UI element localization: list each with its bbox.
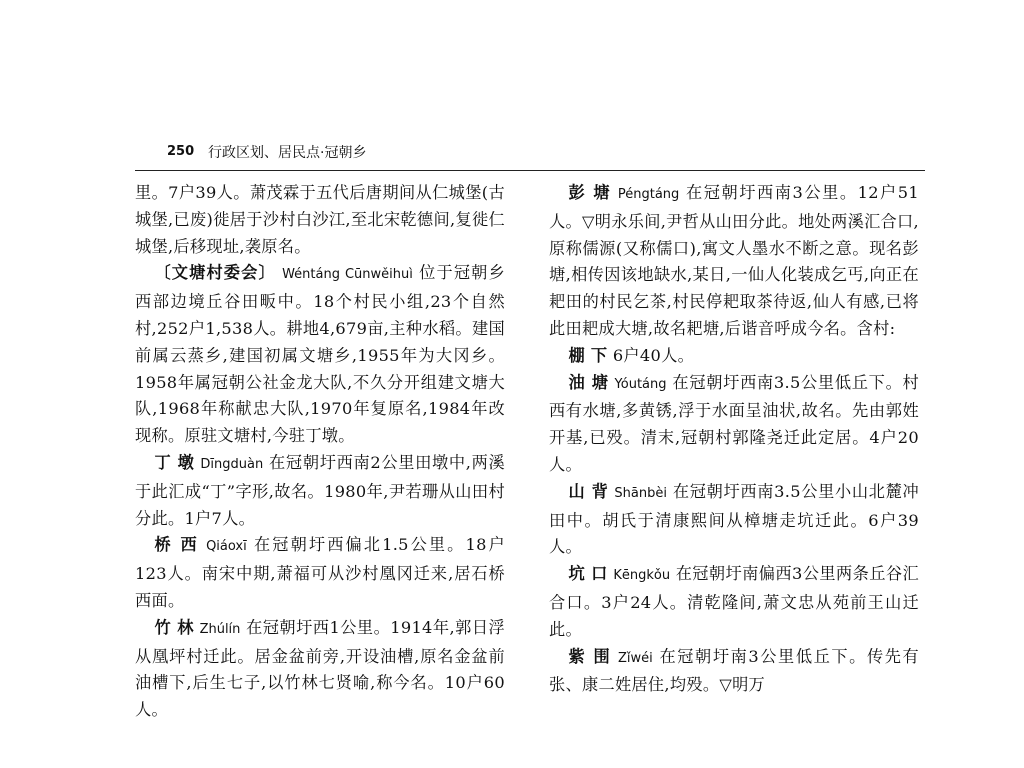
entry-headword: 丁 墩 <box>154 452 195 472</box>
entry-pinyin: Zǐwéi <box>617 650 653 666</box>
entry-pinyin: Shānbèi <box>614 485 667 501</box>
running-title: 行政区划、居民点·冠朝乡 <box>208 145 367 161</box>
entry-text: 在冠朝圩西1公里。1914年,郭日浮从凰坪村迁此。居金盆前旁,开设油槽,原名金盆前油槽下,后生七子,以竹林七贤喻,称今名。10户60人。 <box>135 617 505 720</box>
entry-text: 在冠朝圩南3公里低丘下。传先有张、康二姓居住,均殁。▽明万 <box>549 646 919 695</box>
entry-headword: 坑 口 <box>568 564 608 584</box>
entry-zhulin <box>135 615 505 724</box>
entry-text: 位于冠朝乡西部边境丘谷田畈中。18个村民小组,23个自然村,252户1,538人。耕地4,679亩,主种水稻。建国前属云蒸乡,建国初属文塘乡,1955年为大冈乡。1958年属冠朝公社金龙大队,不久分开组建文塘大队,1968年称献忠大队,1970年复原名,1984年改现称。原驻文塘村,今驻丁墩。 <box>135 263 505 446</box>
entry-text: 在冠朝圩西南3公里。12户51人。▽明永乐间,尹哲从山田分此。地处两溪汇合口,原称儒源(又称儒口),寓文人墨水不断之意。现名彭塘,相传因该地缺水,某日,一仙人化装成乞丐,向正在耙田的村民乞茶,村民停耙取茶待返,仙人有感,已将此田耙成大塘,故名耙塘,后谐音呼成今名。含村: <box>549 183 920 338</box>
entry-ziwei <box>549 644 919 700</box>
entry-headword: 紫 围 <box>568 646 612 666</box>
entry-pinyin: Qiáoxī <box>206 539 247 555</box>
paragraph-text: 里。7户39人。萧茂霖于五代后唐期间从仁城堡(古城堡,已废)徙居于沙村白沙江,至北宋乾德间,复徙仁城堡,后移现址,袭原名。 <box>135 183 505 256</box>
entry-pinyin: Kēngkǒu <box>613 568 671 584</box>
page-number: 250 <box>167 144 195 159</box>
entry-pinyin: Zhúlín <box>199 621 241 637</box>
entry-text: 在冠朝圩西南3.5公里小山北麓冲田中。胡氏于清康熙间从樟塘走坑迁此。6户39人。 <box>549 481 919 557</box>
entry-pinyin: Yóutáng <box>614 376 667 392</box>
paragraph-continuation <box>135 180 505 260</box>
entry-headword: 竹 林 <box>154 617 194 637</box>
entry-kengkou <box>549 561 919 643</box>
entry-text: 在冠朝圩西偏北1.5公里。18户123人。南宋中期,萧福可从沙村凰冈迁来,居石桥西面。 <box>135 535 505 610</box>
entry-text: 在冠朝圩南偏西3公里两条丘谷汇合口。3户24人。清乾隆间,萧文忠从苑前王山迁此。 <box>549 564 919 639</box>
header-rule <box>135 170 925 171</box>
entry-text: 在冠朝圩西南2公里田墩中,两溪于此汇成“丁”字形,故名。1980年,尹若珊从山田村分此。1户7人。 <box>135 452 505 528</box>
entry-headword: 油 塘 <box>568 372 609 392</box>
entry-headword: 棚 下 <box>568 345 608 365</box>
entry-dingduan <box>135 450 505 532</box>
right-column <box>549 180 919 699</box>
running-header <box>135 140 925 170</box>
entry-pinyin: Dīngduàn <box>200 456 264 472</box>
entry-youtang <box>549 370 919 479</box>
entry-headword: 彭 塘 <box>568 183 612 202</box>
entry-pengxia <box>549 343 919 370</box>
entry-wentang-committee <box>135 260 505 450</box>
left-column <box>135 180 505 724</box>
entry-headword: 山 背 <box>568 481 609 501</box>
entry-pinyin: Péngtáng <box>617 187 680 202</box>
entry-qiaoxi <box>135 532 505 614</box>
entry-text: 在冠朝圩西南3.5公里低丘下。村西有水塘,多黄锈,浮于水面呈油状,故名。先由郭姓开基,已殁。清末,冠朝村郭隆尧迁此定居。4户20人。 <box>549 372 920 474</box>
entry-shanbei <box>549 479 919 561</box>
entry-pinyin: Wéntáng Cūnwěihuì <box>282 267 413 283</box>
entry-headword: 桥 西 <box>154 535 199 555</box>
entry-text: 6户40人。 <box>612 345 695 365</box>
entry-headword: 〔文塘村委会〕 <box>154 263 276 283</box>
entry-pengtang <box>549 180 919 343</box>
